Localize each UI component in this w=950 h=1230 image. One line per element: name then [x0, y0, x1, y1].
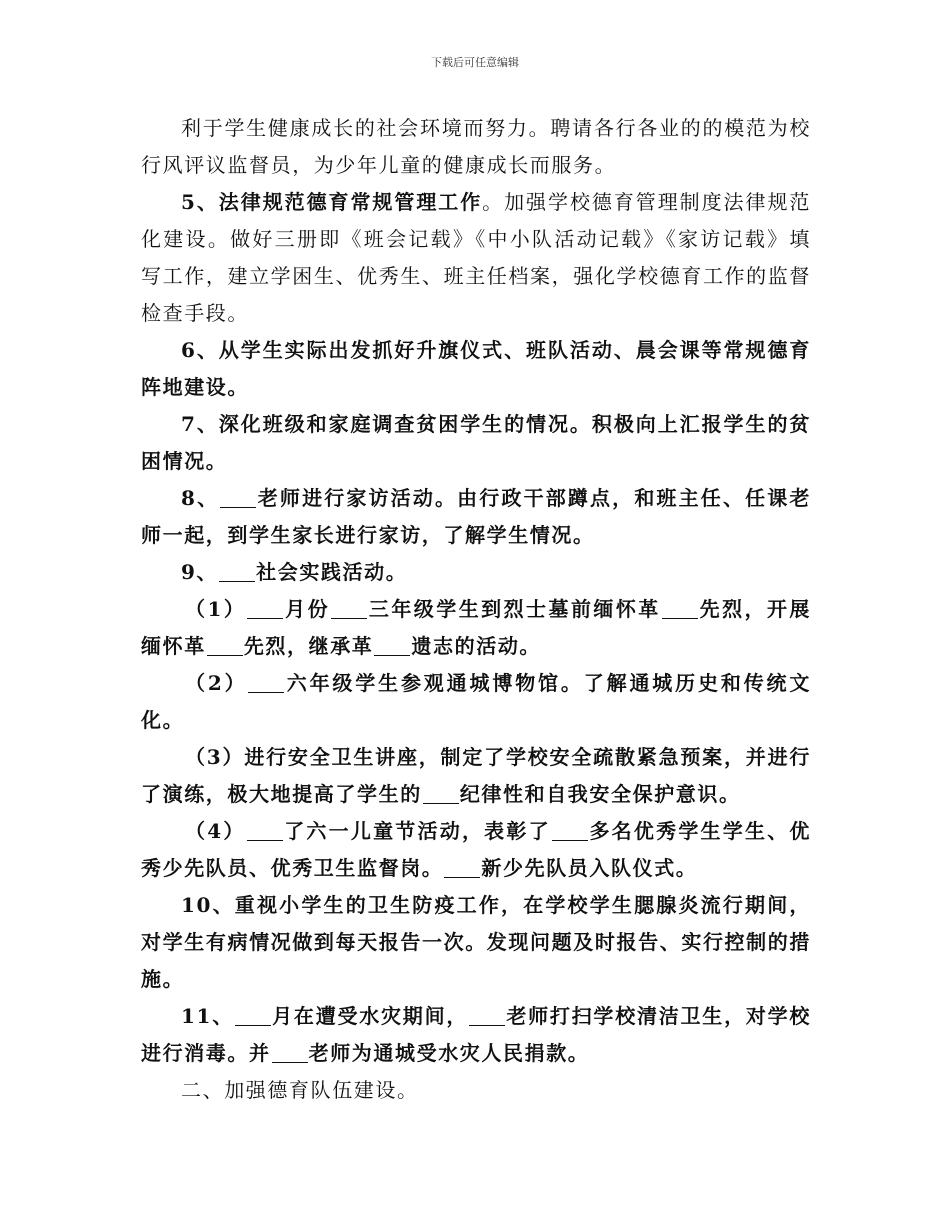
paragraph-text: 多名优秀学生学生、优秀少先队员、优秀卫生监督岗。: [141, 819, 812, 880]
paragraph-text: 纪律性和自我安全保护意识。: [459, 782, 741, 806]
paragraph-text: 9、: [181, 560, 219, 584]
paragraph-text: 6、从学生实际出发抓好升旗仪式、班队活动、晨会课等常规德育阵地建设。: [141, 338, 811, 399]
paragraph-text: 六年级学生参观通城博物馆。了解通城历史和传统文化。: [141, 671, 811, 732]
paragraph: [141, 480, 811, 554]
paragraph-text: 老师为通城受水灾人民捐款。: [308, 1041, 590, 1065]
blank-line: [423, 785, 459, 804]
paragraph-text: 社会实践活动。: [256, 560, 408, 584]
blank-line: [248, 674, 284, 693]
blank-line: [331, 600, 367, 619]
blank-line: [444, 859, 480, 878]
blank-line: [374, 637, 410, 656]
paragraph-text: 新少先队员入队仪式。: [481, 856, 698, 880]
paragraph-text: 8、: [181, 486, 220, 510]
paragraph-text: 三年级学生到烈士墓前缅怀革: [368, 597, 661, 621]
paragraph: [141, 665, 811, 739]
paragraph: [141, 591, 811, 665]
blank-line: [469, 1007, 505, 1026]
paragraph-text: 先烈，开展缅怀革: [141, 597, 812, 658]
blank-line: [207, 637, 243, 656]
blank-line: [272, 1044, 308, 1063]
section-heading: [141, 1072, 811, 1109]
paragraph-text: 。加强学校德育管理制度法律规范化建设。做好三册即《班会记载》《中小队活动记载》《家访记载》填写工作，建立学困生、优秀生、班主任档案，强化学校德育工作的监督检查手段。: [141, 190, 811, 325]
blank-line: [235, 1007, 271, 1026]
paragraph-text: 月在遭受水灾期间，: [271, 1004, 469, 1028]
paragraph-text: 利于学生健康成长的社会环境而努力。聘请各行各业的的模范为校行风评议监督员，为少年儿童的健康成长而服务。: [141, 116, 811, 177]
paragraph-text: 11、: [181, 1004, 234, 1028]
blank-line: [219, 563, 255, 582]
paragraph: [141, 813, 811, 887]
paragraph-text: 10、重视小学生的卫生防疫工作，在学校学生腮腺炎流行期间，对学生有病情况做到每天报告一次。发现问题及时报告、实行控制的措施。: [141, 893, 811, 991]
paragraph: [141, 110, 811, 184]
blank-line: [220, 489, 256, 508]
blank-line: [247, 822, 283, 841]
blank-line: [552, 822, 588, 841]
paragraph-text: 老师打扫学校清洁卫生，对学校进行消毒。并: [141, 1004, 811, 1065]
paragraph-text: 先烈，继承革: [243, 634, 374, 658]
paragraph: [141, 998, 811, 1072]
paragraph: [141, 332, 811, 406]
paragraph-text: （4）: [185, 819, 246, 843]
paragraph: [141, 406, 811, 480]
paragraph-text: （1）: [185, 597, 247, 621]
paragraph: [141, 554, 811, 591]
paragraph-text: （2）: [185, 671, 248, 695]
paragraph: [141, 887, 811, 998]
paragraph-text: 了六一儿童节活动，表彰了: [283, 819, 551, 843]
paragraph-text: 二、加强德育队伍建设。: [181, 1078, 419, 1102]
document-body: [141, 110, 811, 1109]
paragraph: [141, 184, 811, 332]
blank-line: [247, 600, 283, 619]
paragraph-text: 月份: [284, 597, 331, 621]
paragraph-text: 7、深化班级和家庭调查贫困学生的情况。积极向上汇报学生的贫困情况。: [141, 412, 811, 473]
paragraph-text: （3）进行安全卫生讲座，制定了学校安全疏散紧急预案，并进行了演练，极大地提高了学生的: [141, 745, 811, 806]
paragraph-text: 老师进行家访活动。由行政干部蹲点，和班主任、任课老师一起，到学生家长进行家访，了解学生情况。: [141, 486, 811, 547]
paragraph: [141, 739, 811, 813]
page-header: 下载后可任意编辑: [431, 56, 519, 69]
blank-line: [662, 600, 698, 619]
paragraph-text: 遗志的活动。: [411, 634, 542, 658]
paragraph-heading: 5、法律规范德育常规管理工作: [181, 190, 483, 214]
